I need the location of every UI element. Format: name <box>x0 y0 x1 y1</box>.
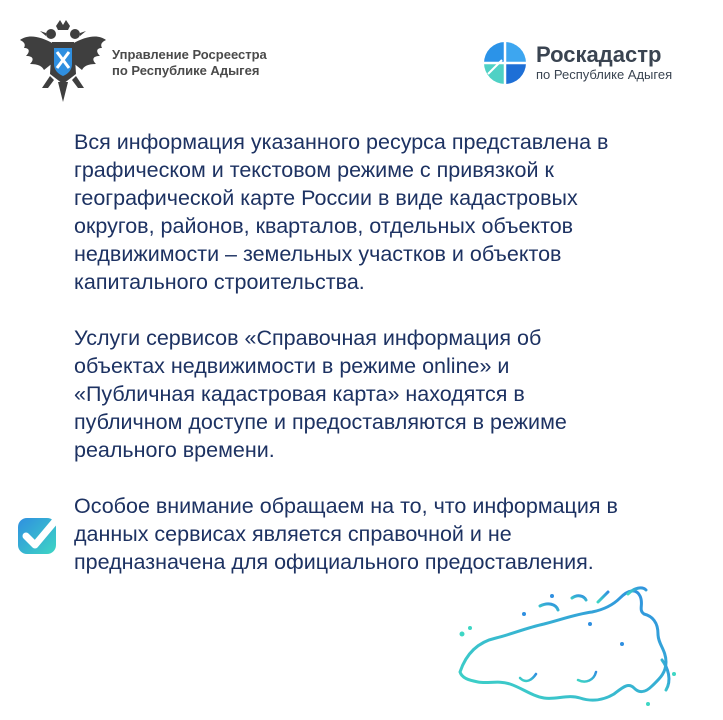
rosreestr-line1: Управление Росреестра <box>112 47 267 62</box>
rosreestr-line2: по Республике Адыгея <box>112 63 260 78</box>
paragraph-2: Услуги сервисов «Справочная информация об объектах недвижимости в режиме online» и «Публичная кадастровая карта» находятся в публичном доступе и предоставляются в режиме реального времени. <box>74 326 567 462</box>
checkmark-icon <box>16 514 62 556</box>
paragraph-1: Вся информация указанного ресурса представлена в графическом и текстовом режиме с привязкой к географической карте России в виде кадастровых округов, районов, кварталов, отдельных объектов недвижимости – земельных участков и объектов капитального строительства. <box>74 130 609 294</box>
rosreestr-name <box>112 47 267 79</box>
info-text <box>74 128 674 576</box>
roskadastr-subtitle: по Республике Адыгея <box>536 67 673 82</box>
roskadastr-header <box>482 40 672 86</box>
roskadastr-title: Роскадастр <box>536 42 662 67</box>
eagle-emblem-icon <box>18 18 108 104</box>
roskadastr-logo-icon <box>482 40 528 86</box>
russia-map-icon <box>452 584 678 714</box>
paragraph-3: Особое внимание обращаем на то, что информация в данных сервисах является справочной и не предназначена для официального предоставления. <box>74 494 618 574</box>
rosreestr-header <box>18 18 267 104</box>
